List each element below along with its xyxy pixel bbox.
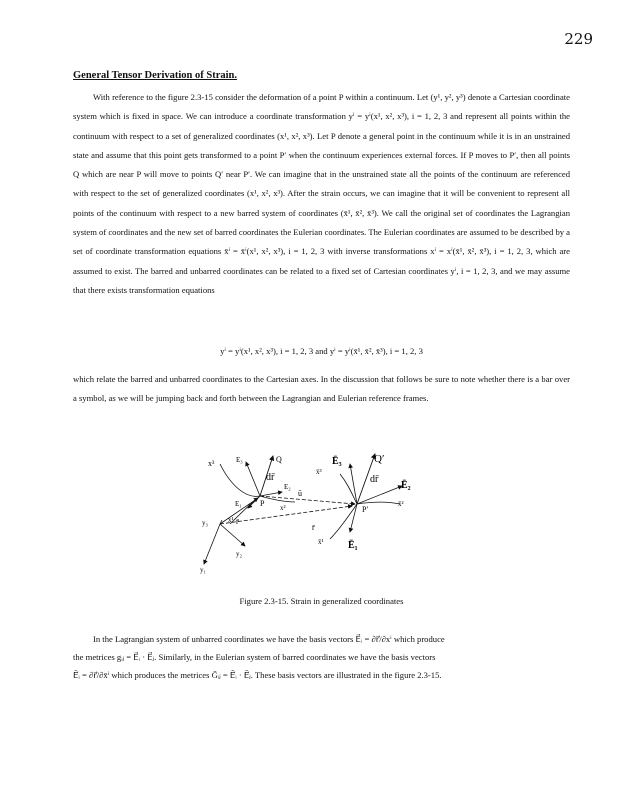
- Ebar1-vector: [350, 504, 357, 532]
- Ebar3-vector: [350, 464, 357, 504]
- y1-axis: [204, 524, 220, 564]
- label-Ebar3: Ē₃: [332, 456, 342, 467]
- rbar-vector: [220, 506, 352, 524]
- label-E2: E₂: [284, 483, 291, 491]
- section-heading: General Tensor Derivation of Strain.: [73, 70, 238, 81]
- x2-curve: [260, 496, 295, 502]
- E3-vector: [246, 462, 260, 496]
- E1-vector: [248, 496, 260, 508]
- label-dr: dr̄: [266, 472, 275, 483]
- bottom-line-3: Ē⃗ᵢ = ∂r⃗/∂x̄ⁱ which produces the metrices Ḡᵢⱼ = Ē⃗ᵢ · Ē⃗ⱼ. These basis vectors are illustrated in the figure 2.3-15.: [73, 670, 442, 680]
- x3-curve: [220, 464, 260, 496]
- label-E3: E₃: [236, 456, 243, 464]
- transformation-equation: yⁱ = yⁱ(x¹, x², x³), i = 1, 2, 3 and yⁱ = yⁱ(x̄¹, x̄², x̄³), i = 1, 2, 3: [220, 346, 423, 356]
- label-x3: x³: [208, 459, 215, 468]
- E2-vector: [260, 492, 282, 496]
- Ebar2-vector: [357, 486, 402, 504]
- page-number: 229: [564, 30, 593, 48]
- label-drbar: dr̄: [370, 474, 379, 485]
- bottom-line-1: In the Lagrangian system of unbarred coordinates we have the basis vectors E⃗ᵢ = ∂r⃗/∂xⁱ which produce: [93, 634, 445, 644]
- label-E1: E₁: [235, 500, 242, 508]
- label-Ebar1: Ē₁: [348, 540, 358, 551]
- label-Qprime: Q′: [374, 453, 385, 465]
- label-P: P: [260, 499, 265, 508]
- label-x2: x²: [280, 504, 286, 512]
- label-x1: x¹: [228, 516, 234, 524]
- label-rbar: r̄: [312, 523, 315, 532]
- label-r: r̄: [236, 517, 239, 526]
- body-paragraph-1: With reference to the figure 2.3-15 consider the deformation of a point P within a continuum. Let (y¹, y², y³) denote a Cartesian coordinate system which is fixed in space. We can introduce a coordinate transformation yⁱ = yⁱ(x¹, x², x³), i = 1, 2, 3 and represent all points within the continuum with respect to a set of generalized coordinates (x¹, x², x³). Let P denote a general point in the continuum while it is in an unstrained state and assume that this point gets transformed to a point P′ when the continuum experiences external forces. If P moves to P′, then all points Q which are near P will move to points Q′ near P′. We can imagine that in the unstrained state all the points of the continuum are referenced with respect to the set of generalized coordinates (x¹, x², x³). After the strain occurs, we can imagine that it will be convenient to represent all points of the continuum with respect to a new barred system of coordinates (x̄¹, x̄², x̄³). We call the original set of coordinates the Lagrangian system of coordinates and the new set of barred coordinates the Eulerian coordinates. The Eulerian coordinates are assumed to be described by a set of coordinate transformation equations x̄ⁱ = x̄ⁱ(x¹, x², x³), i = 1, 2, 3 with inverse transformations xⁱ = xⁱ(x̄¹, x̄², x̄³), i = 1, 2, 3, which are assumed to exist. The barred and unbarred coordinates can be related to a fixed set of Cartesian coordinates yⁱ, i = 1, 2, 3, and we may assume that there exists transformation equations: [73, 92, 570, 295]
- figure-caption: Figure 2.3-15. Strain in generalized coordinates: [239, 596, 404, 606]
- label-y2: y₂: [236, 550, 242, 558]
- body-paragraph-2: which relate the barred and unbarred coordinates to the Cartesian axes. In the discussion that follows be sure to note whether there is a bar over a symbol, as we will be jumping back and forth between the Lagrangian and Eulerian reference frames.: [73, 374, 570, 404]
- label-u: ū: [298, 489, 302, 498]
- strain-figure: [190, 444, 430, 578]
- label-Ebar2: Ē₂: [401, 480, 411, 491]
- label-y3: y₃: [202, 519, 208, 527]
- label-Pprime: P′: [362, 505, 369, 514]
- label-xbar2: x̄²: [398, 500, 404, 508]
- bottom-line-2: the metrices gᵢⱼ = E⃗ᵢ · E⃗ⱼ. Similarly, in the Eulerian system of barred coordinates we have the basis vectors: [73, 652, 436, 662]
- label-xbar1: x̄¹: [318, 538, 324, 546]
- xbar2-curve: [357, 502, 400, 504]
- label-xbar3: x̄³: [316, 468, 322, 476]
- y2-axis: [220, 524, 245, 546]
- label-y1: y₁: [200, 566, 206, 574]
- label-Q: Q: [276, 455, 282, 464]
